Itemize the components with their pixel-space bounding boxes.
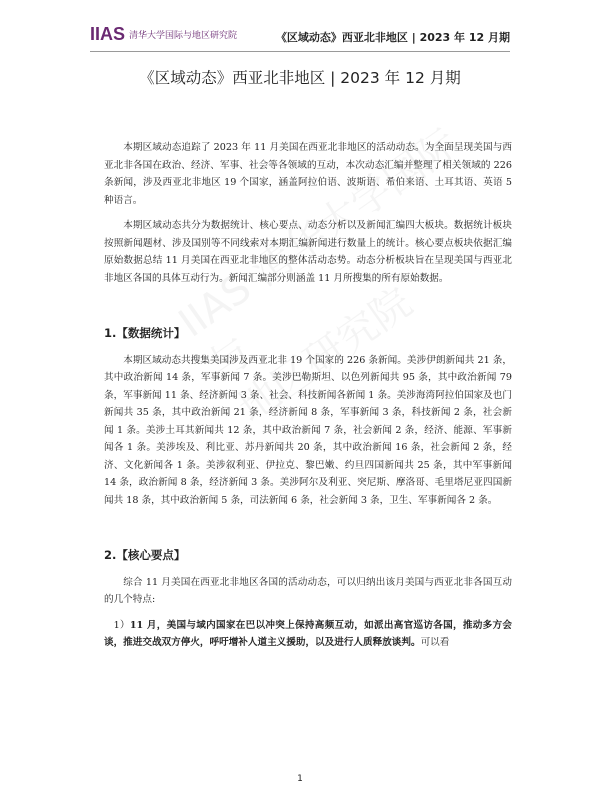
logo-text: 清华大学国际与地区研究院 — [129, 31, 238, 41]
data-statistics-paragraph: 本期区域动态共搜集美国涉及西亚北非 19 个国家的 226 条新闻。美涉伊朗新闻共 21 条，其中政治新闻 14 条，军事新闻 7 条。美涉巴勒斯坦、以色列新闻共 95 条，其中政治新闻 79 条，军事新闻 11 条、经济新闻 3 条、社会、科技新闻各新闻 1 条。美涉海湾阿拉伯国家及也门新闻共 35 条，其中政治新闻 21 条，经济新闻 8 条，军事新闻 3 条，科技新闻 2 条，社会新闻 1 条。美涉土耳其新闻共 12 条，其中政治新闻 7 条，社会新闻 2 条，经济、能源、军事新闻各 1 条。美涉埃及、利比亚、苏丹新闻共 20 条，其中政治新闻 16 条，社会新闻 2 条，经济、文化新闻各 1 条。美涉叙利亚、伊拉克、黎巴嫩、约旦四国新闻共 25 条，其中军事新闻 14 条，政治新闻 8 条，经济新闻 3 条。美涉阿尔及利亚、突尼斯、摩洛哥、毛里塔尼亚四国新闻共 18 条，其中政治新闻 5 条，司法新闻 6 条，社会新闻 3 条，卫生、军事新闻各 2 条。 — [104, 354, 512, 506]
intro-paragraph-1: 本期区域动态追踪了 2023 年 11 月美国在西亚北非地区的活动动态。为全面呈现美国与西亚北非各国在政治、经济、军事、社会等各领域的互动，本次动态汇编并整理了相关领域的 226 条新闻，涉及西亚北非地区 19 个国家，涵盖阿拉伯语、波斯语、希伯来语、土耳其语、英语 5 种语言。 — [104, 142, 512, 206]
document-body — [104, 139, 512, 660]
key-point-1-bold: 11 月，美国与域内国家在巴以冲突上保持高频互动，如派出高官巡访各国，推动多方会谈，推进交战双方停火，呼吁增补人道主义援助，以及进行人质释放谈判。 — [104, 619, 512, 648]
section-heading-data-statistics: 1.【数据统计】 — [104, 326, 186, 340]
key-points-intro: 综合 11 月美国在西亚北非地区各国的活动动态，可以归纳出该月美国与西亚北非各国互动的几个特点: — [104, 576, 512, 605]
intro-paragraph-2: 本期区域动态共分为数据统计、核心要点、动态分析以及新闻汇编四大板块。数据统计板块按照新闻题材、涉及国别等不同线索对本期汇编新闻进行数量上的统计。核心要点板块依据汇编原始数据总结 11 月美国在西亚北非地区的整体活动态势。动态分析板块旨在呈现美国与西亚北非地区各国的具体互动行为。新闻汇编部分则涵盖 11 月所搜集的所有原始数据。 — [104, 220, 512, 284]
key-point-1 — [104, 617, 512, 652]
header-divider — [90, 51, 510, 52]
document-title: 《区域动态》西亚北非地区 | 2023 年 12 月期 — [139, 69, 461, 87]
key-point-1-rest: 可以看 — [420, 637, 450, 648]
logo-mark: IIAS — [90, 24, 126, 44]
header-title: 《区域动态》西亚北非地区 | 2023 年 12 月期 — [275, 31, 510, 44]
institute-logo — [90, 24, 237, 45]
key-point-1-number: 1） — [113, 619, 130, 631]
page-number: 1 — [297, 774, 303, 784]
page-header — [90, 18, 510, 54]
section-heading-key-points: 2.【核心要点】 — [104, 548, 186, 562]
